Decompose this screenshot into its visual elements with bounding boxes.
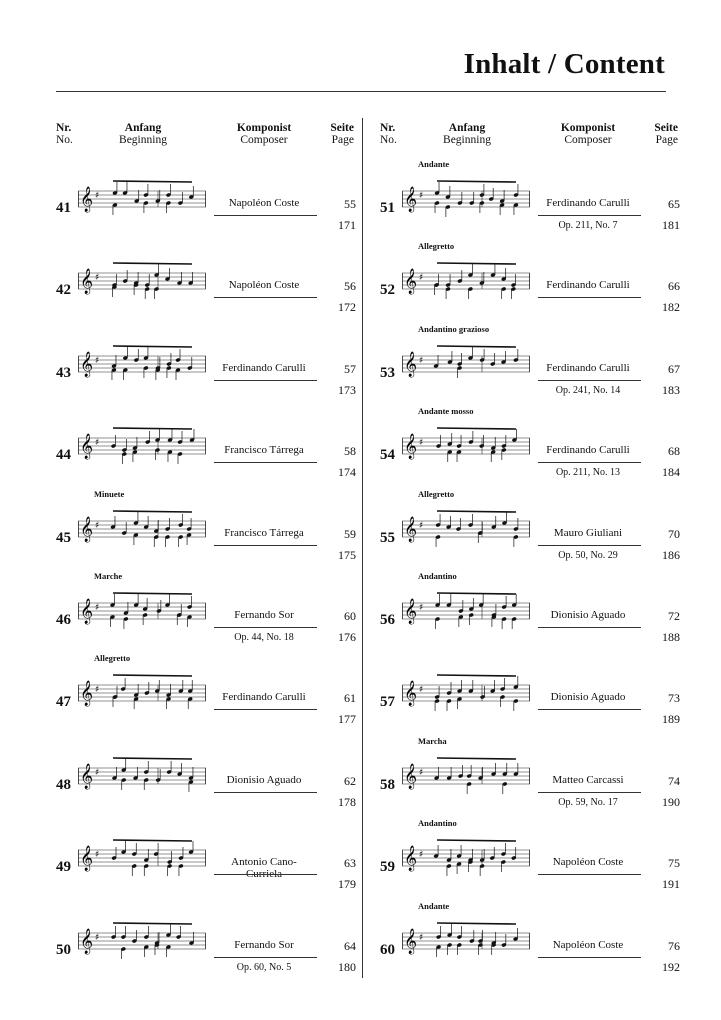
composer-name: Francisco Tárrega xyxy=(224,444,304,457)
music-incipit xyxy=(402,251,532,317)
entry-number: 47 xyxy=(56,694,71,711)
music-incipit xyxy=(78,911,208,977)
music-incipit xyxy=(78,828,208,894)
tempo-marking: Marche xyxy=(94,571,123,581)
composer-name: Dionisio Aguado xyxy=(550,609,626,621)
header-seite: Seite Page xyxy=(330,122,354,146)
entry-number: 43 xyxy=(56,364,71,381)
svg-text:♯: ♯ xyxy=(419,932,424,943)
content-entry xyxy=(380,814,680,894)
svg-text:♯: ♯ xyxy=(95,438,100,449)
music-incipit xyxy=(402,828,532,894)
music-incipit-icon xyxy=(402,334,532,400)
composer-rule xyxy=(538,297,641,298)
composer-rule xyxy=(538,792,641,793)
composer-name: Ferdinando Carulli xyxy=(222,361,306,374)
svg-text:♯: ♯ xyxy=(95,520,100,531)
svg-text:𝄞: 𝄞 xyxy=(404,599,418,624)
svg-text:♯: ♯ xyxy=(419,767,424,778)
tempo-marking: Allegretto xyxy=(418,241,455,252)
composer-name: Napoléon Coste xyxy=(228,279,300,292)
content-entry xyxy=(56,485,356,565)
content-entry xyxy=(380,320,680,400)
composer-name: Ferdinando Carulli xyxy=(222,691,306,704)
content-entry xyxy=(380,897,680,977)
tempo-marking: Andante xyxy=(418,159,450,169)
music-incipit-icon xyxy=(402,169,532,235)
svg-text:♯: ♯ xyxy=(95,850,100,861)
svg-text:𝄞: 𝄞 xyxy=(80,187,94,212)
page-number: 68 xyxy=(668,444,680,459)
tempo-marking: Andantino grazioso xyxy=(418,323,490,334)
music-incipit-icon xyxy=(78,828,208,894)
opus-number: Op. 241, No. 14 xyxy=(555,384,621,396)
content-entry xyxy=(380,237,680,317)
svg-text:♯: ♯ xyxy=(419,850,424,861)
music-incipit xyxy=(402,499,532,565)
composer-rule xyxy=(214,297,317,298)
composer-rule xyxy=(538,874,641,875)
entry-number: 44 xyxy=(56,447,71,464)
music-incipit-icon xyxy=(78,663,208,729)
composer-name: Dionisio Aguado xyxy=(550,691,626,704)
page-number: 65 xyxy=(668,197,680,211)
column-divider xyxy=(362,118,363,978)
entry-number: 41 xyxy=(56,200,71,216)
svg-text:𝄞: 𝄞 xyxy=(80,599,94,624)
tempo-marking: Minuete xyxy=(94,488,125,499)
entry-number: 54 xyxy=(380,447,395,464)
opus-number: Op. 44, No. 18 xyxy=(234,632,294,643)
content-entry xyxy=(56,402,356,482)
music-incipit-icon xyxy=(78,416,208,482)
entry-number: 58 xyxy=(380,776,395,793)
page-number: 70 xyxy=(668,526,680,541)
music-incipit xyxy=(78,581,208,647)
music-incipit-icon xyxy=(402,416,532,482)
svg-text:♯: ♯ xyxy=(95,932,100,943)
music-incipit xyxy=(402,581,532,647)
entry-number: 59 xyxy=(380,859,395,876)
header-anfang: Anfang Beginning xyxy=(119,122,167,146)
page-number-secondary: 173 xyxy=(338,382,356,397)
music-incipit-icon xyxy=(78,581,208,647)
entry-number: 57 xyxy=(380,694,395,711)
music-incipit-icon xyxy=(78,251,208,317)
content-entry xyxy=(380,732,680,812)
music-incipit xyxy=(78,416,208,482)
opus-number: Op. 59, No. 17 xyxy=(558,796,618,808)
page-number: 67 xyxy=(668,361,680,376)
opus-number: Op. 60, No. 5 xyxy=(236,961,292,973)
svg-text:𝄞: 𝄞 xyxy=(80,434,94,460)
page-number: 64 xyxy=(344,938,356,953)
composer-rule xyxy=(214,545,317,546)
page-number: 56 xyxy=(344,279,356,294)
right-column xyxy=(380,0,680,1020)
composer-name: Napoléon Coste xyxy=(552,856,624,869)
composer-rule xyxy=(538,545,641,546)
svg-text:𝄞: 𝄞 xyxy=(404,434,418,460)
composer-rule xyxy=(214,462,317,463)
page-number-secondary: 176 xyxy=(338,630,356,644)
svg-text:𝄞: 𝄞 xyxy=(404,516,418,542)
page-number: 66 xyxy=(668,279,680,294)
page-number: 57 xyxy=(344,361,356,376)
page-number-secondary: 182 xyxy=(662,300,680,315)
music-incipit xyxy=(402,169,532,235)
content-entry xyxy=(380,402,680,482)
composer-name: Napoléon Coste xyxy=(228,197,300,209)
music-incipit xyxy=(78,746,208,812)
composer-rule xyxy=(538,709,641,710)
tempo-marking: Andantino xyxy=(418,818,457,829)
composer-rule xyxy=(214,957,317,958)
svg-text:♯: ♯ xyxy=(95,191,100,201)
composer-rule xyxy=(538,380,641,381)
page-number: 55 xyxy=(344,197,356,211)
opus-number: Op. 211, No. 13 xyxy=(555,467,621,479)
page-number: 61 xyxy=(344,691,356,706)
music-incipit-icon xyxy=(402,828,532,894)
entry-number: 48 xyxy=(56,776,71,793)
svg-text:𝄞: 𝄞 xyxy=(404,351,418,377)
page-number: 73 xyxy=(668,691,680,706)
composer-name: Napoléon Coste xyxy=(552,938,624,951)
music-incipit-icon xyxy=(402,581,532,647)
page-number-secondary: 179 xyxy=(338,877,356,892)
content-entry xyxy=(56,320,356,400)
music-incipit-icon xyxy=(402,251,532,317)
content-entry xyxy=(56,155,356,235)
entry-number: 52 xyxy=(380,282,395,299)
entry-number: 49 xyxy=(56,859,71,876)
content-entry xyxy=(56,732,356,812)
page-number: 60 xyxy=(344,609,356,623)
svg-text:𝄞: 𝄞 xyxy=(80,681,94,707)
tempo-marking: Allegretto xyxy=(418,488,455,499)
content-entry xyxy=(56,649,356,729)
music-incipit-icon xyxy=(402,499,532,565)
music-incipit xyxy=(402,911,532,977)
page-number: 72 xyxy=(668,609,680,623)
content-entry xyxy=(56,897,356,977)
svg-text:𝄞: 𝄞 xyxy=(404,187,418,212)
svg-text:♯: ♯ xyxy=(419,191,424,201)
svg-text:𝄞: 𝄞 xyxy=(80,269,94,295)
opus-number: Op. 211, No. 7 xyxy=(558,220,618,231)
svg-text:𝄞: 𝄞 xyxy=(80,763,94,789)
content-entry xyxy=(56,567,356,647)
tempo-marking: Andante xyxy=(418,900,450,911)
content-entry xyxy=(380,155,680,235)
music-incipit-icon xyxy=(402,911,532,977)
page-number-secondary: 175 xyxy=(338,547,356,562)
composer-rule xyxy=(214,627,317,628)
composer-name: Matteo Carcassi xyxy=(552,773,624,786)
svg-text:𝄞: 𝄞 xyxy=(80,846,94,872)
composer-rule xyxy=(538,215,641,216)
page-title: Inhalt / Content xyxy=(463,48,665,80)
header-komponist: Komponist Composer xyxy=(236,122,292,146)
page-number: 58 xyxy=(344,444,356,459)
svg-text:♯: ♯ xyxy=(95,685,100,696)
left-column xyxy=(56,0,356,1020)
svg-text:♯: ♯ xyxy=(95,273,100,284)
music-incipit-icon xyxy=(78,334,208,400)
composer-rule xyxy=(214,874,317,875)
composer-name: Dionisio Aguado xyxy=(226,773,302,786)
page-number-secondary: 171 xyxy=(338,218,356,232)
composer-name: Ferdinando Carulli xyxy=(546,197,630,209)
tempo-marking: Allegretto xyxy=(94,653,131,664)
content-entry xyxy=(56,814,356,894)
composer-name: Ferdinando Carulli xyxy=(546,361,630,374)
music-incipit xyxy=(78,251,208,317)
svg-text:♯: ♯ xyxy=(95,603,100,613)
page-number-secondary: 181 xyxy=(662,218,680,232)
svg-text:𝄞: 𝄞 xyxy=(404,269,418,295)
composer-rule xyxy=(214,380,317,381)
content-entry xyxy=(380,567,680,647)
music-incipit xyxy=(402,663,532,729)
svg-text:♯: ♯ xyxy=(95,355,100,366)
entry-number: 55 xyxy=(380,529,395,546)
tempo-marking: Andante mosso xyxy=(418,406,474,417)
page-number: 59 xyxy=(344,526,356,541)
opus-number: Op. 50, No. 29 xyxy=(558,549,618,561)
svg-text:𝄞: 𝄞 xyxy=(80,516,94,542)
composer-rule xyxy=(214,215,317,216)
music-incipit xyxy=(402,416,532,482)
page-number-secondary: 172 xyxy=(338,300,356,315)
music-incipit xyxy=(78,169,208,235)
music-incipit xyxy=(78,499,208,565)
page-number: 63 xyxy=(344,856,356,871)
page-number-secondary: 178 xyxy=(338,794,356,809)
music-incipit-icon xyxy=(402,663,532,729)
music-incipit xyxy=(78,334,208,400)
entry-number: 56 xyxy=(380,612,395,628)
page-number-secondary: 177 xyxy=(338,712,356,727)
music-incipit xyxy=(402,746,532,812)
tempo-marking: Andantino xyxy=(418,571,457,581)
content-entry xyxy=(56,237,356,317)
svg-text:𝄞: 𝄞 xyxy=(404,763,418,789)
page-number-secondary: 174 xyxy=(338,465,356,480)
header-nr: Nr. No. xyxy=(380,122,397,146)
composer-rule xyxy=(214,709,317,710)
page-number-secondary: 183 xyxy=(662,382,680,397)
header-anfang: Anfang Beginning xyxy=(443,122,491,146)
composer-rule xyxy=(214,792,317,793)
entry-number: 50 xyxy=(56,941,71,958)
header-nr: Nr. No. xyxy=(56,122,73,146)
music-incipit xyxy=(78,663,208,729)
composer-name: Ferdinando Carulli xyxy=(546,444,630,457)
content-entry xyxy=(380,485,680,565)
svg-text:♯: ♯ xyxy=(419,685,424,696)
composer-name: Fernando Sor xyxy=(234,609,294,621)
composer-name: Francisco Tárrega xyxy=(224,526,304,539)
entry-number: 53 xyxy=(380,364,395,381)
svg-text:𝄞: 𝄞 xyxy=(404,928,418,954)
page-number: 74 xyxy=(668,773,680,788)
music-incipit-icon xyxy=(78,169,208,235)
svg-text:♯: ♯ xyxy=(419,520,424,531)
page-number: 62 xyxy=(344,773,356,788)
composer-name: Mauro Giuliani xyxy=(553,526,623,539)
entry-number: 42 xyxy=(56,282,71,299)
header-seite: Seite Page xyxy=(654,122,678,146)
page-number-secondary: 186 xyxy=(662,547,680,562)
composer-name: Ferdinando Carulli xyxy=(546,279,630,292)
page-number-secondary: 191 xyxy=(662,877,680,892)
header-komponist: Komponist Composer xyxy=(560,122,616,146)
composer-name: Fernando Sor xyxy=(234,938,294,951)
composer-rule xyxy=(538,627,641,628)
page-number-secondary: 188 xyxy=(662,630,680,644)
composer-rule xyxy=(538,957,641,958)
page-number: 76 xyxy=(668,938,680,953)
page-number: 75 xyxy=(668,856,680,871)
page-number-secondary: 184 xyxy=(662,465,680,480)
composer-rule xyxy=(538,462,641,463)
page-number-secondary: 189 xyxy=(662,712,680,727)
music-incipit-icon xyxy=(78,499,208,565)
svg-text:♯: ♯ xyxy=(419,273,424,284)
entry-number: 51 xyxy=(380,200,395,216)
music-incipit xyxy=(402,334,532,400)
page-number-secondary: 190 xyxy=(662,794,680,809)
svg-text:♯: ♯ xyxy=(419,603,424,613)
composer-name: Antonio Cano-Curriela xyxy=(231,856,297,881)
svg-text:𝄞: 𝄞 xyxy=(404,846,418,872)
svg-text:𝄞: 𝄞 xyxy=(80,928,94,954)
svg-text:𝄞: 𝄞 xyxy=(404,681,418,707)
entry-number: 46 xyxy=(56,612,71,628)
svg-text:♯: ♯ xyxy=(95,767,100,778)
entry-number: 60 xyxy=(380,941,395,958)
page-number-secondary: 180 xyxy=(338,959,356,974)
svg-text:♯: ♯ xyxy=(419,355,424,366)
content-entry xyxy=(380,649,680,729)
svg-text:𝄞: 𝄞 xyxy=(80,351,94,377)
tempo-marking: Marcha xyxy=(418,735,447,746)
svg-text:♯: ♯ xyxy=(419,438,424,449)
music-incipit-icon xyxy=(402,746,532,812)
music-incipit-icon xyxy=(78,746,208,812)
page-number-secondary: 192 xyxy=(662,959,680,974)
entry-number: 45 xyxy=(56,529,71,546)
music-incipit-icon xyxy=(78,911,208,977)
